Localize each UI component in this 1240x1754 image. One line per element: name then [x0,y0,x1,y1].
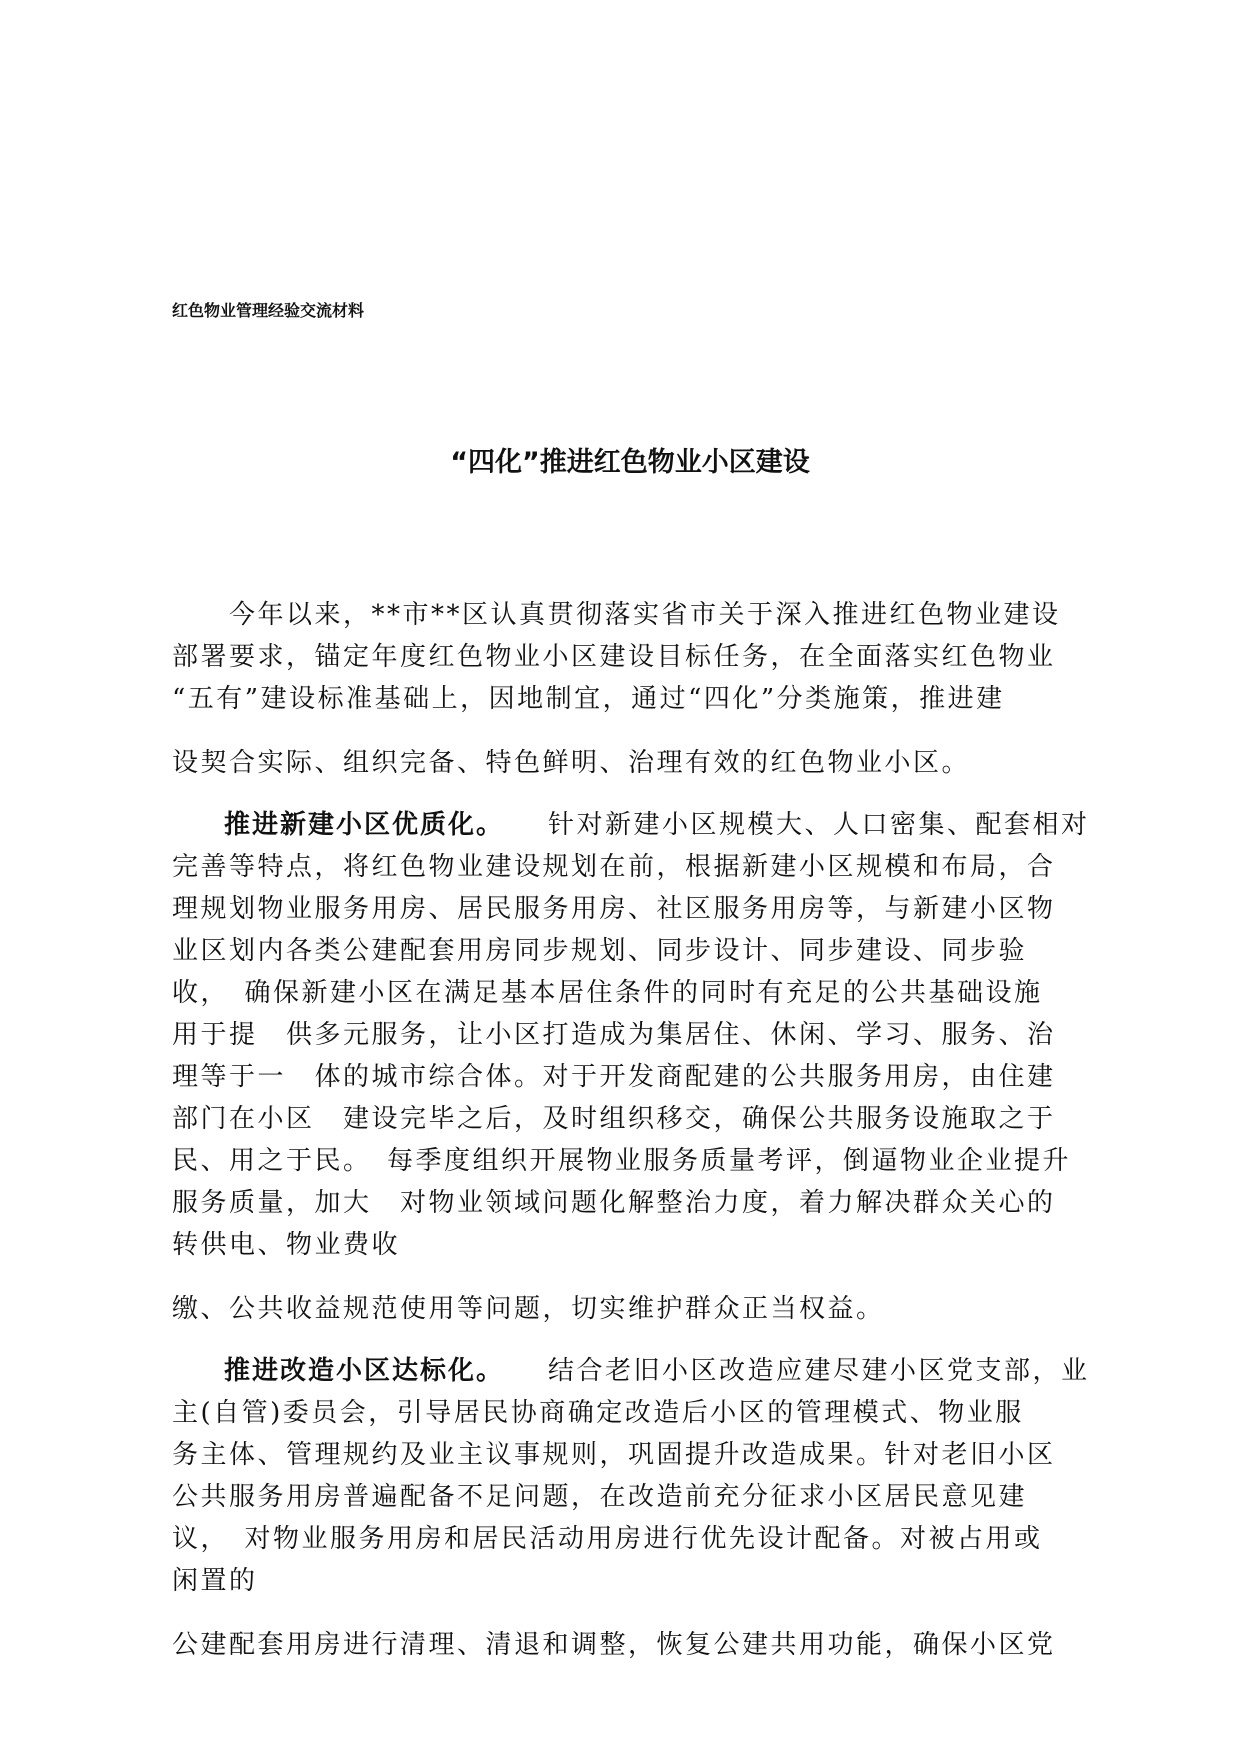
section-heading: 推进新建小区优质化。 [224,810,492,840]
paragraph-line: 设契合实际、组织完备、特色鲜明、治理有效的红色物业小区。 [172,748,971,778]
paragraph-line: 收， 确保新建小区在满足基本居住条件的同时有充足的公共基础设施 [172,978,1043,1008]
paragraph-line: 服务质量，加大 对物业领域问题化解整治力度，着力解决群众关心的 [172,1188,1056,1218]
paragraph-line: 民、用之于民。 每季度组织开展物业服务质量考评，倒逼物业企业提升 [172,1146,1072,1176]
paragraph-text: 针对新建小区规模大、人口密集、配套相对 [491,810,1090,840]
paragraph-line: 用于提 供多元服务，让小区打造成为集居住、休闲、学习、服务、治 [172,1020,1056,1050]
paragraph-line [172,1356,1090,1386]
paragraph-line: 完善等特点，将红色物业建设规划在前，根据新建小区规模和布局，合 [172,852,1056,882]
paragraph-line: 公共服务用房普遍配备不足问题，在改造前充分征求小区居民意见建 [172,1482,1028,1512]
paragraph-line: 理规划物业服务用房、居民服务用房、社区服务用房等，与新建小区物 [172,894,1056,924]
paragraph-line: 今年以来，**市**区认真贯彻落实省市关于深入推进红色物业建设 [172,600,1061,630]
paragraph-line: 部门在小区 建设完毕之后，及时组织移交，确保公共服务设施取之于 [172,1104,1056,1134]
paragraph-line [172,810,1090,840]
paragraph-text: 结合老旧小区改造应建尽建小区党支部，业 [491,1356,1090,1386]
section-heading: 推进改造小区达标化。 [224,1356,492,1386]
paragraph-line: 主(自管)委员会，引导居民协商确定改造后小区的管理模式、物业服 [172,1398,1024,1428]
paragraph-line: 转供电、物业费收 [172,1230,401,1260]
document-label: 红色物业管理经验交流材料 [172,301,365,320]
paragraph-line: 部署要求，锚定年度红色物业小区建设目标任务，在全面落实红色物业 [172,642,1056,672]
document-title: “四化”推进红色物业小区建设 [450,447,810,478]
paragraph-line: 业区划内各类公建配套用房同步规划、同步设计、同步建设、同步验 [172,936,1028,966]
paragraph-line: 理等于一 体的城市综合体。对于开发商配建的公共服务用房，由住建 [172,1062,1056,1092]
paragraph-line: 缴、公共收益规范使用等问题，切实维护群众正当权益。 [172,1294,885,1324]
paragraph-line: 议， 对物业服务用房和居民活动用房进行优先设计配备。对被占用或 [172,1524,1043,1554]
paragraph-line: 闲置的 [172,1566,258,1596]
paragraph-line: “五有”建设标准基础上，因地制宜，通过“四化”分类施策，推进建 [172,684,1005,714]
paragraph-line: 公建配套用房进行清理、清退和调整，恢复公建共用功能，确保小区党 [172,1630,1056,1660]
paragraph-line: 务主体、管理规约及业主议事规则，巩固提升改造成果。针对老旧小区 [172,1440,1056,1470]
